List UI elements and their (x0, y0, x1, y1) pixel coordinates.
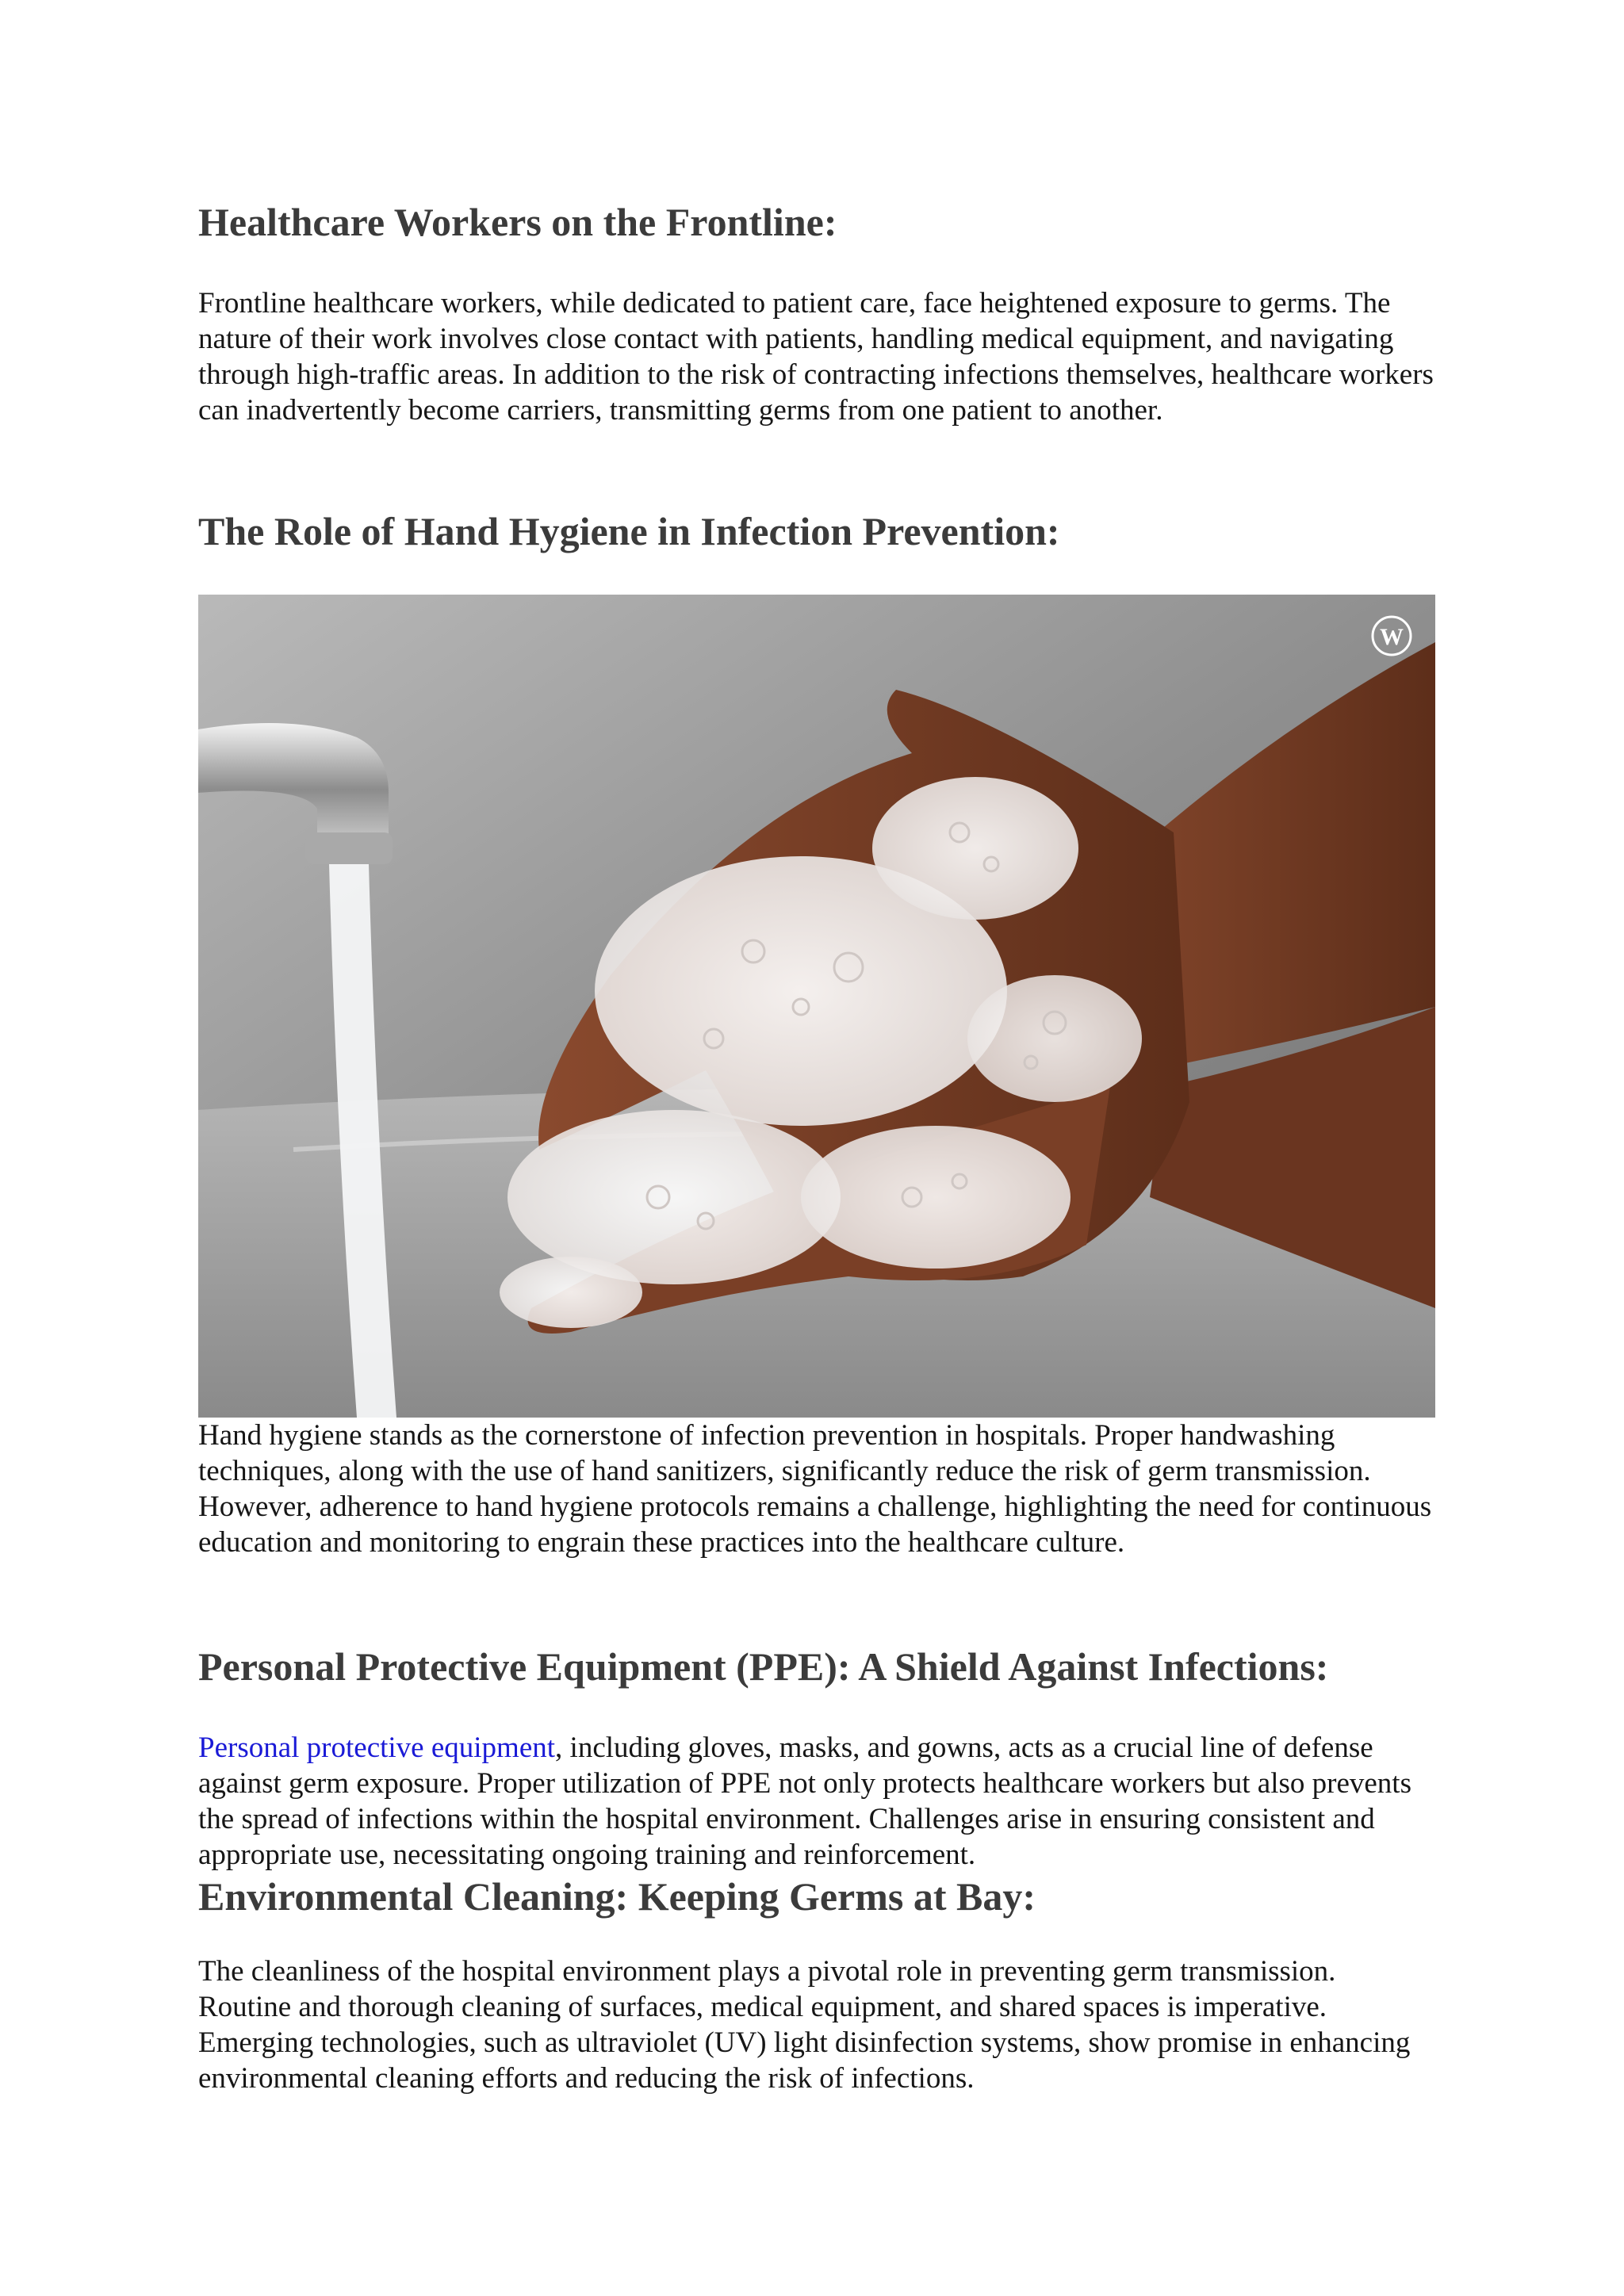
section-heading-frontline: Healthcare Workers on the Frontline: (198, 200, 837, 244)
handwashing-illustration (198, 595, 1435, 1418)
section-body-environmental-cleaning: The cleanliness of the hospital environment plays a pivotal role in preventing germ transmission. Routine and thorough cleaning of surfaces, medical equipment, and shared spaces is imperative. Emerging technologies, such as ultraviolet (UV) light disinfection systems, show promise in enhancing environmental cleaning efforts and reducing the risk of infections. (198, 1955, 1411, 2095)
section-heading-ppe: Personal Protective Equipment (PPE): A Shield Against Infections: (198, 1644, 1329, 1689)
ppe-body-text: , including gloves, masks, and gowns, acts as a crucial line of defense against germ exposure. Proper utilization of PPE not only protects healthcare workers but also prevents the spread of infections within the hospital environment. Challenges arise in ensuring consistent and appropriate use, necessitating ongoing training and reinforcement. (198, 1732, 1411, 1871)
ppe-link[interactable]: Personal protective equipment (198, 1732, 556, 1764)
handwashing-photo (198, 595, 1435, 1418)
section-body-frontline: Frontline healthcare workers, while dedicated to patient care, face heightened exposure to germs. The nature of their work involves close contact with patients, handling medical equipment, and navigating through high-traffic areas. In addition to the risk of contracting infections themselves, healthcare workers can inadvertently become carriers, transmitting germs from one patient to another. (198, 287, 1434, 427)
section-body-ppe (198, 1730, 1435, 1873)
section-body-hand-hygiene: Hand hygiene stands as the cornerstone of infection prevention in hospitals. Proper handwashing techniques, along with the use of hand sanitizers, significantly reduce the risk of germ transmission. However, adherence to hand hygiene protocols remains a challenge, highlighting the need for continuous education and monitoring to engrain these practices into the healthcare culture. (198, 1419, 1432, 1559)
section-heading-hand-hygiene: The Role of Hand Hygiene in Infection Prevention: (198, 509, 1060, 553)
svg-text:W: W (1380, 624, 1404, 650)
section-heading-environmental-cleaning: Environmental Cleaning: Keeping Germs at Bay: (198, 1874, 1036, 1919)
